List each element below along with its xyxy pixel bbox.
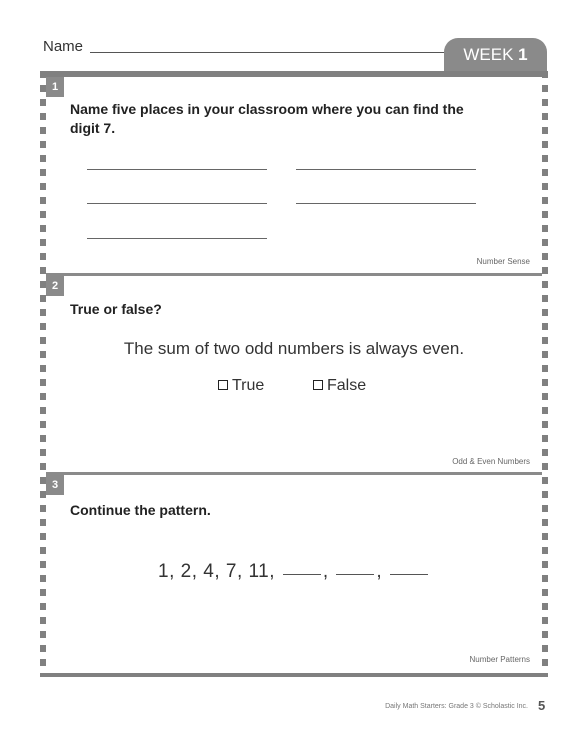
question-prompt: Name five places in your classroom where you can find the digit 7. [70, 101, 464, 136]
answer-line[interactable] [87, 169, 267, 170]
statement-text: The sum of two odd numbers is always even. [123, 339, 465, 358]
name-label: Name [43, 38, 84, 55]
pattern-blank[interactable] [283, 574, 321, 575]
checkbox-icon[interactable] [218, 380, 228, 390]
name-row [43, 38, 423, 58]
answer-line[interactable] [87, 203, 267, 204]
question-number-badge: 1 [46, 77, 64, 97]
answer-line[interactable] [296, 203, 476, 204]
pattern-blank[interactable] [390, 574, 428, 575]
option-false[interactable] [313, 377, 366, 395]
question-prompt: True or false? [70, 301, 162, 317]
pattern-separator: , [376, 561, 383, 582]
question-number-badge: 3 [46, 475, 64, 495]
question-2 [46, 276, 542, 473]
worksheet-frame [40, 71, 548, 677]
option-label: False [327, 377, 367, 394]
checkbox-icon[interactable] [313, 380, 323, 390]
question-number-badge: 2 [46, 276, 64, 296]
pattern-separator: , [322, 561, 329, 582]
question-prompt: Continue the pattern. [70, 502, 211, 518]
option-label: True [232, 377, 265, 394]
option-true[interactable] [218, 377, 264, 395]
number-pattern [46, 561, 542, 583]
category-label: Number Sense [476, 257, 530, 266]
week-tab [444, 38, 547, 72]
name-field[interactable] [90, 52, 460, 53]
page-number: 5 [538, 698, 546, 713]
week-number: 1 [518, 45, 528, 64]
question-3 [46, 475, 542, 671]
answer-line[interactable] [296, 169, 476, 170]
pattern-sequence: 1, 2, 4, 7, 11, [158, 561, 276, 582]
answer-line[interactable] [87, 238, 267, 239]
pattern-blank[interactable] [336, 574, 374, 575]
footer-credit: Daily Math Starters: Grade 3 © Scholastic Inc. [385, 703, 528, 710]
question-1 [46, 77, 542, 274]
category-label: Number Patterns [469, 655, 530, 664]
category-label: Odd & Even Numbers [452, 457, 530, 466]
week-label: WEEK [463, 45, 514, 64]
